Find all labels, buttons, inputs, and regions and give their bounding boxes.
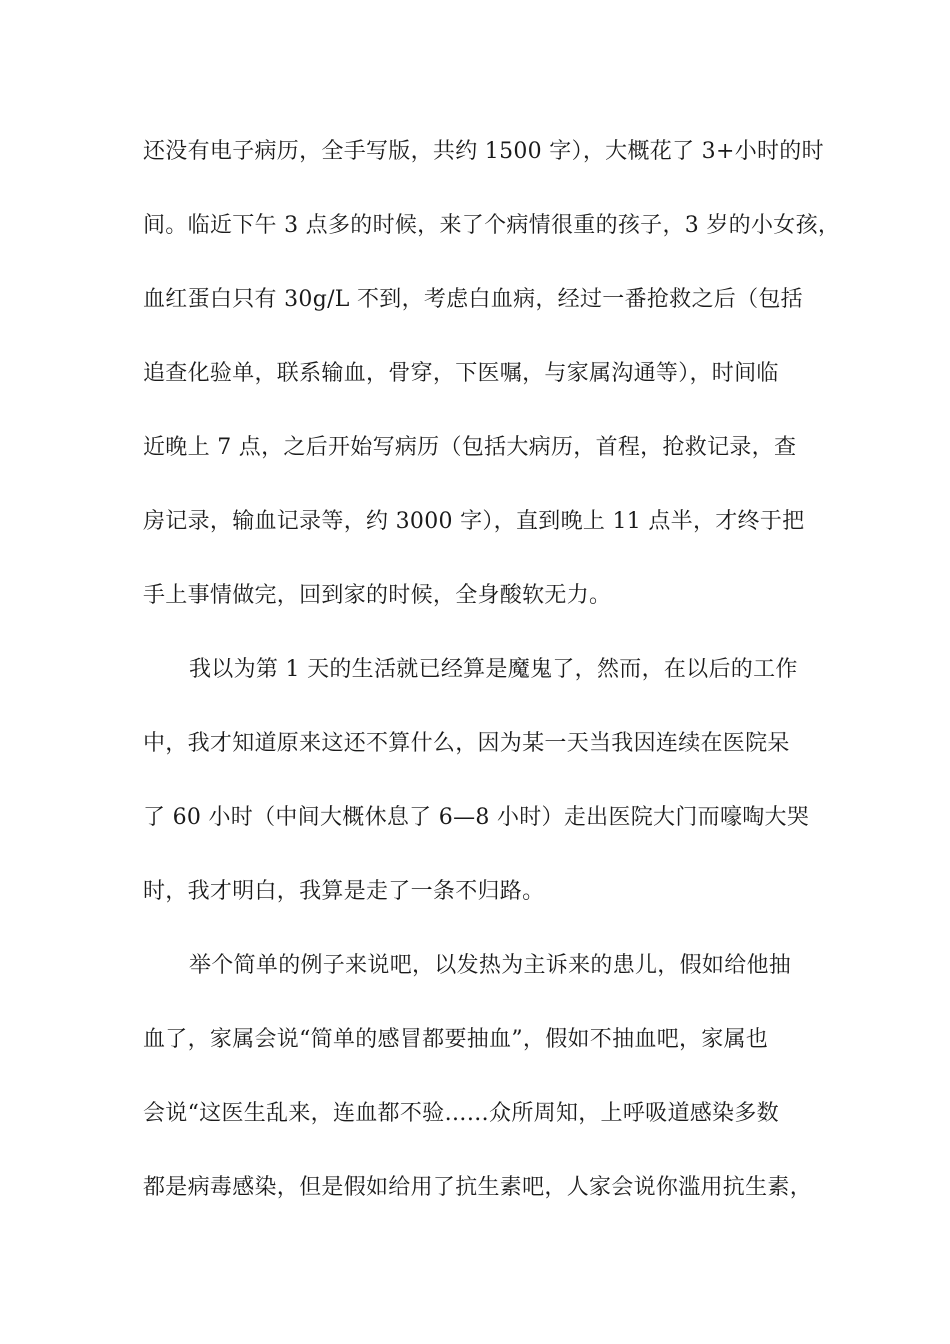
text-line: 时，我才明白，我算是走了一条不归路。 (143, 879, 545, 904)
text-line: 血红蛋白只有 30g/L 不到，考虑白血病，经过一番抢救之后（包括 (143, 287, 803, 312)
text-line: 近晚上 7 点，之后开始写病历（包括大病历，首程，抢救记录，查 (143, 435, 797, 460)
text-line: 房记录，输血记录等，约 3000 字），直到晚上 11 点半，才终于把 (143, 509, 805, 534)
text-line: 还没有电子病历，全手写版，共约 1500 字），大概花了 3+小时的时 (143, 139, 824, 164)
text-line: 血了，家属会说“简单的感冒都要抽血”，假如不抽血吧，家属也 (143, 1027, 769, 1052)
text-line: 都是病毒感染，但是假如给用了抗生素吧，人家会说你滥用抗生素， (143, 1175, 813, 1200)
paragraph-first-line: 我以为第 1 天的生活就已经算是魔鬼了，然而，在以后的工作 (189, 657, 798, 682)
paragraph-first-line: 举个简单的例子来说吧，以发热为主诉来的患儿，假如给他抽 (189, 953, 792, 978)
text-line: 了 60 小时（中间大概休息了 6—8 小时）走出医院大门而嚎啕大哭 (143, 805, 810, 830)
text-line: 手上事情做完，回到家的时候，全身酸软无力。 (143, 583, 612, 608)
text-line: 中，我才知道原来这还不算什么，因为某一天当我因连续在医院呆 (143, 731, 790, 756)
text-line: 间。临近下午 3 点多的时候，来了个病情很重的孩子，3 岁的小女孩， (143, 213, 841, 238)
text-line: 追查化验单，联系输血，骨穿，下医嘱，与家属沟通等），时间临 (143, 361, 779, 386)
text-line: 会说“这医生乱来，连血都不验……众所周知，上呼吸道感染多数 (143, 1101, 779, 1126)
